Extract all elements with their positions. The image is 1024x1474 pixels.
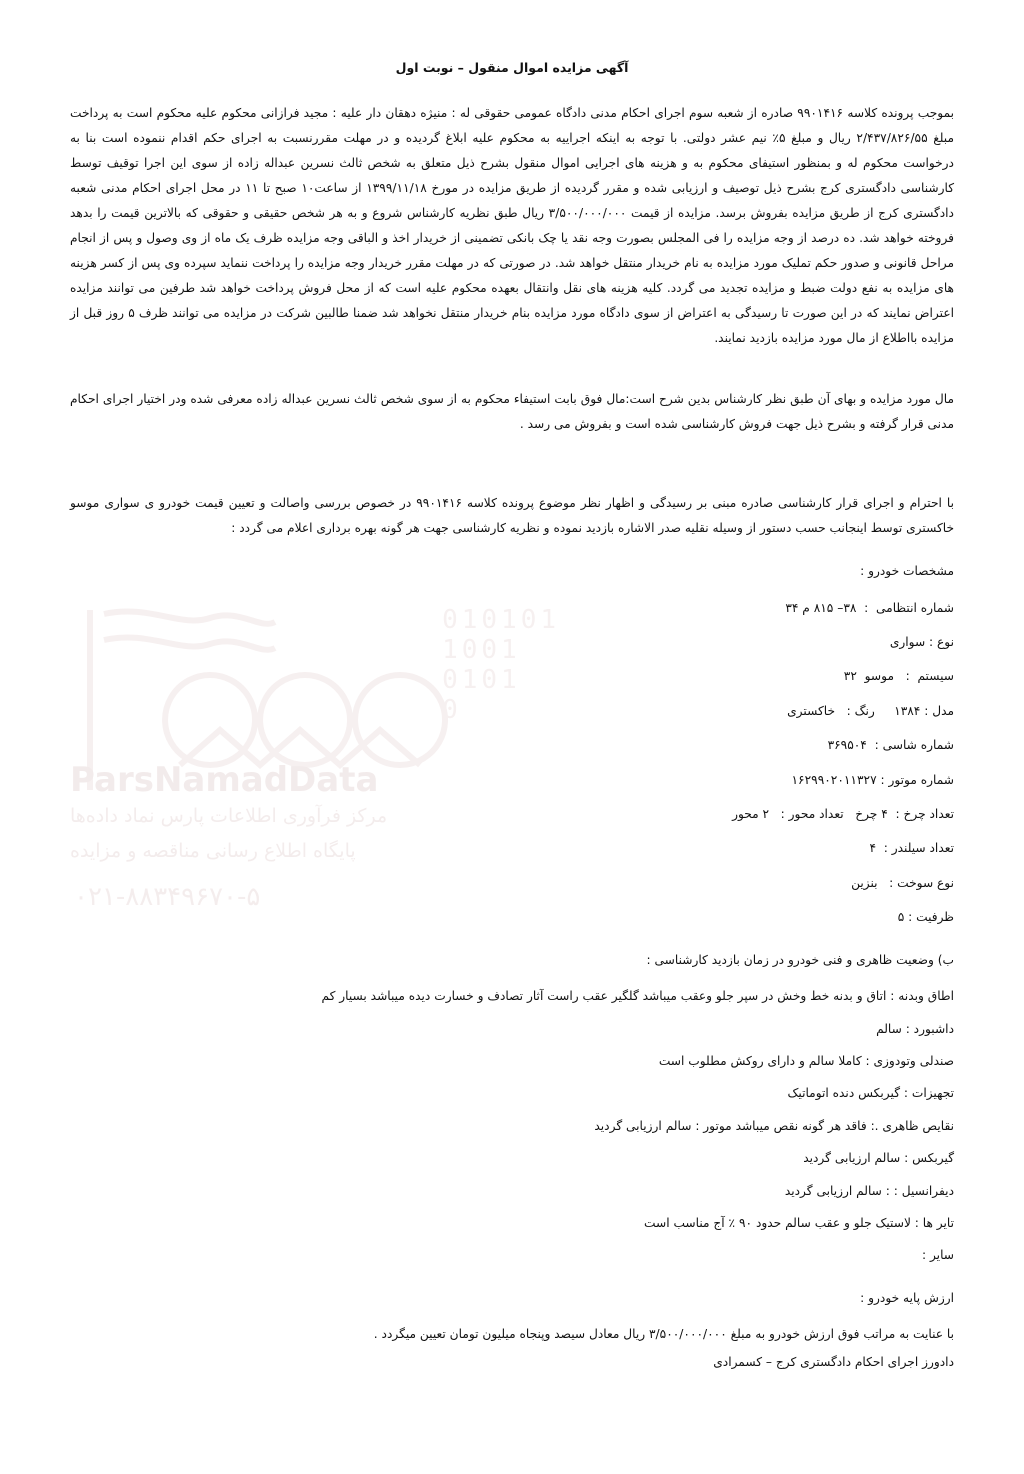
condition-item: دیفرانسیل : : سالم ارزیابی گردید	[784, 1183, 954, 1198]
specs-heading: مشخصات خودرو :	[860, 564, 954, 579]
value-text: با عنایت به مراتب فوق ارزش خودرو به مبلغ ۳/۵۰۰/۰۰۰/۰۰۰ ریال معادل سیصد وپنجاه میلیون تومان تعیین میگردد .	[373, 1327, 954, 1342]
watermark-brand-en: ParsNamadData	[70, 760, 379, 800]
value-heading: ارزش پایه خودرو :	[860, 1290, 954, 1305]
spec-item: نوع سوخت : بنزین	[851, 875, 954, 890]
condition-heading: ب) وضعیت ظاهری و فنی خودرو در زمان بازدید کارشناسی :	[646, 952, 954, 967]
paragraph-auction-terms: بموجب پرونده کلاسه ۹۹۰۱۴۱۶ صادره از شعبه سوم اجرای احکام مدنی دادگاه عمومی حقوقی له : منیژه دهقان دار علیه : مجید فرازانی محکوم علیه محکوم است به پرداخت مبلغ ۲/۴۳۷/۸۲۶/۵۵ ریال و مبلغ ۵٪ نیم عشر دولتی. با توجه به اینکه اجراییه به محکوم علیه ابلاغ گردیده و در مهلت مقررنسبت به اجرای حکم اقدام ننموده است بنا به درخواست محکوم له و بمنظور استیفای محکوم به و هزینه های اجرایی اموال منقول بشرح ذیل متعلق به شخص ثالث نسرین عبداله زاده از سوی این اجرا توقیف توسط کارشناسی دادگستری کرج بشرح ذیل توصیف و ارزیابی شده و مقرر گردیده از طریق مزایده در مورخ ۱۳۹۹/۱۱/۱۸ از ساعت۱۰ صبح تا ۱۱ در محل اجرای احکام مدنی شعبه دادگستری کرج از طریق مزایده بفروش برسد. مزایده از قیمت ۳/۵۰۰/۰۰۰/۰۰۰ ریال طبق نظریه کارشناس شروع و به هر شخص حقیقی و حقوقی که بالاترین قیمت را بدهد فروخته خواهد شد. ده درصد از وجه مزایده را فی المجلس بصورت وجه نقد یا چک بانکی تضمینی از خریدار اخذ و الباقی وجه مزایده ظرف یک ماه از وی وصول و پس از انجام مراحل قانونی و صدور حکم تملیک مورد مزایده به نام خریدار منتقل خواهد شد. در صورتی که در مهلت مقرر خریدار وجه مزایده را پرداخت ننماید سپرده وی پس از کسر هزینه های مزایده به نفع دولت ضبط و مزایده تجدید می گردد. کلیه هزینه های نقل وانتقال بعهده محکوم علیه است که از محل فروش پرداخت خواهد شد طرفین می توانند مزایده اعتراض نمایند که در این صورت تا رسیدگی به اعتراض از سوی دادگاه مورد مزایده بنام خریدار منتقل نخواهد شد ضمنا طالبین شرکت در مزایده می توانند ظرف ۵ روز قبل از مزایده بااطلاع از مال مورد مزایده بازدید نمایند.	[70, 106, 955, 346]
spec-item: نوع : سواری	[889, 635, 954, 650]
condition-item: تجهیزات : گیربکس دنده اتوماتیک	[787, 1086, 954, 1101]
watermark-brand-fa-2: پایگاه اطلاع رسانی مناقصه و مزایده	[70, 840, 356, 862]
paragraph-expert-report: با احترام و اجرای قرار کارشناسی صادره مبنی بر رسیدگی و اظهار نظر موضوع پرونده کلاسه ۹۹۰۱۴۱۶ در خصوص بررسی واصالت و تعیین قیمت خودرو ی سواری موسو خاکستری توسط اینجانب حسب دستور از وسیله نقلیه صدر الاشاره بازدید نموده و نظریه کارشناسی جهت هر گونه بهره برداری اعلام می گردد :	[70, 496, 954, 536]
spec-item: سیستم : موسو ۳۲	[843, 669, 954, 684]
watermark-digits: 010101 1001 0101 0	[442, 605, 560, 725]
watermark-brand-fa-1: مرکز فرآوری اطلاعات پارس نماد داده‌ها	[70, 805, 388, 827]
signature-line: دادورز اجرای احکام دادگستری کرج – کسمرادی	[713, 1354, 954, 1369]
condition-item: صندلی وتودوزی : کاملا سالم و دارای روکش مطلوب است	[658, 1053, 954, 1068]
document-content	[70, 60, 954, 1369]
spec-item: ظرفیت : ۵	[897, 910, 954, 925]
watermark-phone: ۰۲۱-۸۸۳۴۹۶۷۰-۵	[74, 882, 261, 912]
spec-item: تعداد سیلندر : ۴	[869, 841, 954, 856]
spec-item: تعداد چرخ : ۴ چرخ تعداد محور : ۲ محور	[732, 807, 954, 822]
page-title: آگهی مزایده اموال منقول – نوبت اول	[395, 60, 629, 75]
spec-item: مدل : ۱۳۸۴ رنگ : خاکستری	[787, 703, 954, 718]
spec-item: شماره موتور : ۱۶۲۹۹۰۲۰۱۱۳۲۷	[791, 772, 954, 787]
condition-item: سایر :	[921, 1248, 954, 1263]
paragraph-asset-description: مال مورد مزایده و بهای آن طبق نظر کارشناس بدین شرح است:مال فوق بابت استیفاء محکوم به از سوی شخص ثالث نسرین عبداله زاده معرفی شده ودر اختیار اجرای احکام مدنی قرار گرفته و بشرح ذیل جهت فروش کارشناسی شده است و بفروش می رسد .	[70, 392, 954, 432]
condition-item: داشبورد : سالم	[876, 1021, 954, 1036]
condition-item: اطاق وبدنه : اتاق و بدنه خط وخش در سپر جلو وعقب میباشد گلگیر عقب راست آثار تصادف و خسارت دیده میباشد بسیار کم	[321, 989, 954, 1004]
condition-item: گیربکس : سالم ارزیابی گردید	[803, 1151, 954, 1166]
condition-item: نقایص ظاهری .: فاقد هر گونه نقص میباشد موتور : سالم ارزیابی گردید	[594, 1118, 954, 1133]
condition-item: تایر ها : لاستیک جلو و عقب سالم حدود ۹۰ ٪ آج مناسب است	[644, 1215, 954, 1230]
spec-item: شماره شاسی : ۳۶۹۵۰۴	[827, 738, 954, 753]
spec-item: شماره انتظامی : ۳۸– ۸۱۵ م ۳۴	[785, 600, 954, 615]
